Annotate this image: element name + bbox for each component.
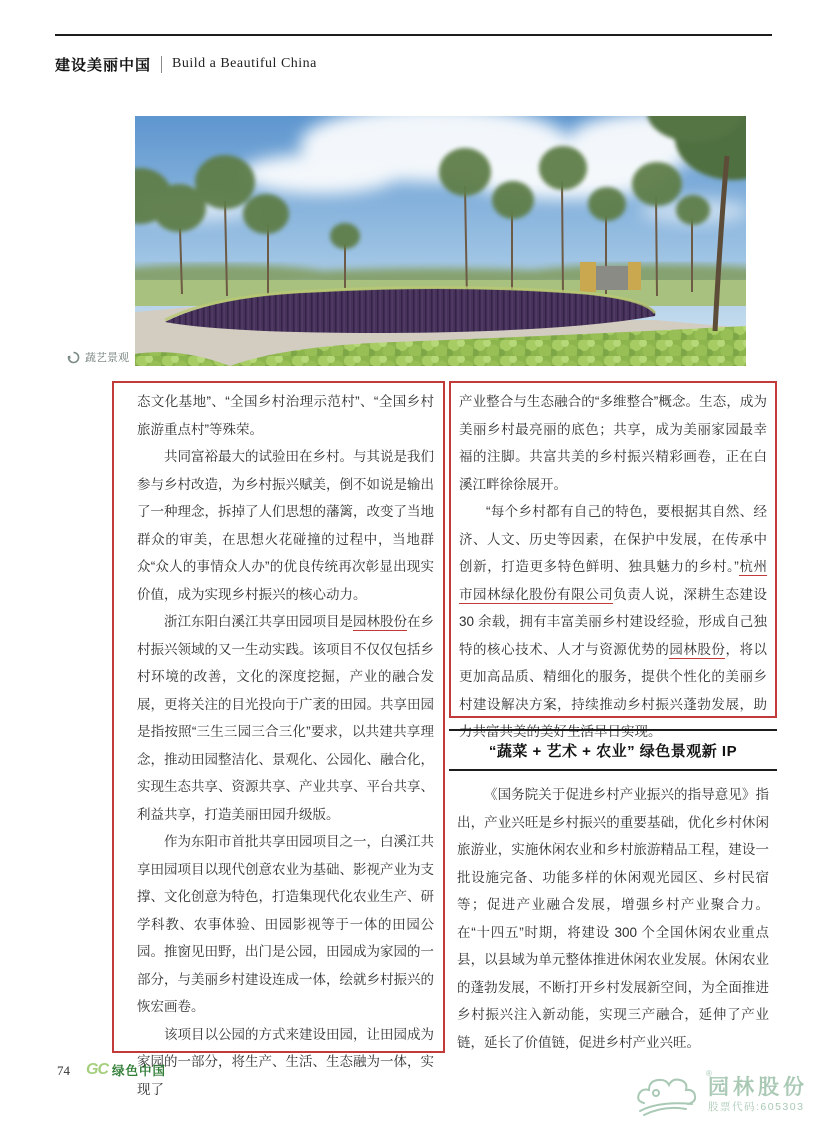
right-column-boxed-text (459, 388, 767, 746)
stock-code: 股票代码:605303 (708, 1101, 805, 1114)
paragraph: 产业整合与生态融合的“多维整合”概念。生态，成为美丽乡村最亮丽的底色；共享，成为美丽家园最幸福的注脚。共富共美的乡村振兴精彩画卷，正在白溪江畔徐徐展开。 (459, 394, 767, 492)
yellow-structure (580, 262, 641, 292)
red-underlined-company-name: 杭州市园林绿化股份有限公司 (459, 559, 768, 602)
section-heading: “蔬菜 + 艺术 + 农业” 绿色景观新 IP (449, 729, 777, 771)
footer-brand (86, 1061, 166, 1079)
left-column-text (137, 388, 434, 1103)
landscape-illustration (135, 116, 746, 366)
photo-caption-text: 蔬艺景观 (85, 352, 129, 364)
paragraph: 《国务院关于促进乡村产业振兴的指导意见》指出，产业兴旺是乡村振兴的重要基础，优化乡村休闲旅游业，实施休闲农业和乡村旅游精品工程，建设一批设施完备、功能多样的休闲观光园区、乡村民宿等；促进产业融合发展，增强乡村产业聚合力。在“十四五”时期，将建设 300 个全国休闲农业重点县，以县域为单元整体推进休闲农业发展。休闲农业的蓬勃发展，不断打开乡村发展新空间，为全面推进乡村振兴注入新动能，实现三产融合，延伸了产业链，延长了价值链，促进乡村产业兴旺。 (457, 787, 769, 1050)
paragraph: “每个乡村都有自己的特色，要根据其自然、经济、人文、历史等因素，在保护中发展，在传承中创新，打造更多特色鲜明、独具魅力的乡村。”杭州市园林绿化股份有限公司负责人说，深耕生态建设 30 余载，拥有丰富美丽乡村建设经验，形成自己独特的核心技术、人才与资源优势的园林股份，将以更加高品质、精细化的服务，提供个性化的美丽乡村建设解决方案，持续推动乡村振兴蓬勃发展，助力共富共美的美好生活早日实现。 (459, 504, 768, 739)
paragraph: 态文化基地”、“全国乡村治理示范村”、“全国乡村旅游重点村”等殊荣。 (137, 394, 434, 437)
red-underlined-company-name: 园林股份 (669, 641, 726, 657)
header-divider (161, 56, 162, 73)
paragraph: 共同富裕最大的试验田在乡村。与其说是我们参与乡村改造，为乡村振兴赋美，倒不如说是输出了一种理念，拆掉了人们思想的藩篱，改变了当地群众的审美，在思想火花碰撞的过程中，当地群众“众人的事情众人办”的优良传统再次彰显出现实价值，成为实现乡村振兴的核心动力。 (137, 449, 434, 602)
company-name: 园林股份 (708, 1076, 808, 1100)
page-number: 74 (57, 1063, 70, 1078)
header-title-en: Build a Beautiful China (172, 56, 317, 71)
right-column-annotation-box (449, 381, 777, 739)
header-title-cn: 建设美丽中国 (55, 56, 152, 74)
registered-mark: ® (706, 1069, 712, 1078)
hero-photo (135, 116, 746, 366)
footer-brand-name: 绿色中国 (112, 1064, 167, 1078)
paragraph: 浙江东阳白溪江共享田园项目是园林股份在乡村振兴领域的又一生动实践。该项目不仅仅包括乡村环境的改善，文化的深度挖掘，产业的融合发展，更将关注的目光投向于广袤的田园。共享田园是指按照“三生三园三合三化”要求，以共建共享理念，推动田园整洁化、景观化、公园化、融合化，实现生态共享、资源共享、产业共享、平台共享、利益共享，打造美丽田园升级版。 (137, 614, 434, 822)
green-china-logo-icon: GC (86, 1061, 108, 1078)
right-column-lower-text (449, 781, 777, 1056)
company-corner-logo (634, 1071, 808, 1119)
paragraph: 作为东阳市首批共享田园项目之一，白溪江共享田园项目以现代创意农业为基础、影视产业为支撑、文化创意为特色，打造集现代化农业生产、研学科教、农事体验、田园影视等于一体的田园公园。推窗见田野，出门是公园，田园成为家园的一部分，与美丽乡村建设连成一体，绘就乡村振兴的恢宏画卷。 (137, 834, 434, 1014)
photo-caption (67, 349, 129, 365)
cloud-tree-logo-icon (634, 1071, 700, 1119)
page-header (55, 52, 317, 76)
red-underlined-company-name: 园林股份 (353, 614, 407, 629)
rotate-arrows-icon (67, 351, 80, 364)
header-rule (55, 34, 772, 36)
paragraph: 该项目以公园的方式来建设田园，让田园成为家园的一部分，将生产、生活、生态融为一体，实现了 (137, 1026, 434, 1097)
